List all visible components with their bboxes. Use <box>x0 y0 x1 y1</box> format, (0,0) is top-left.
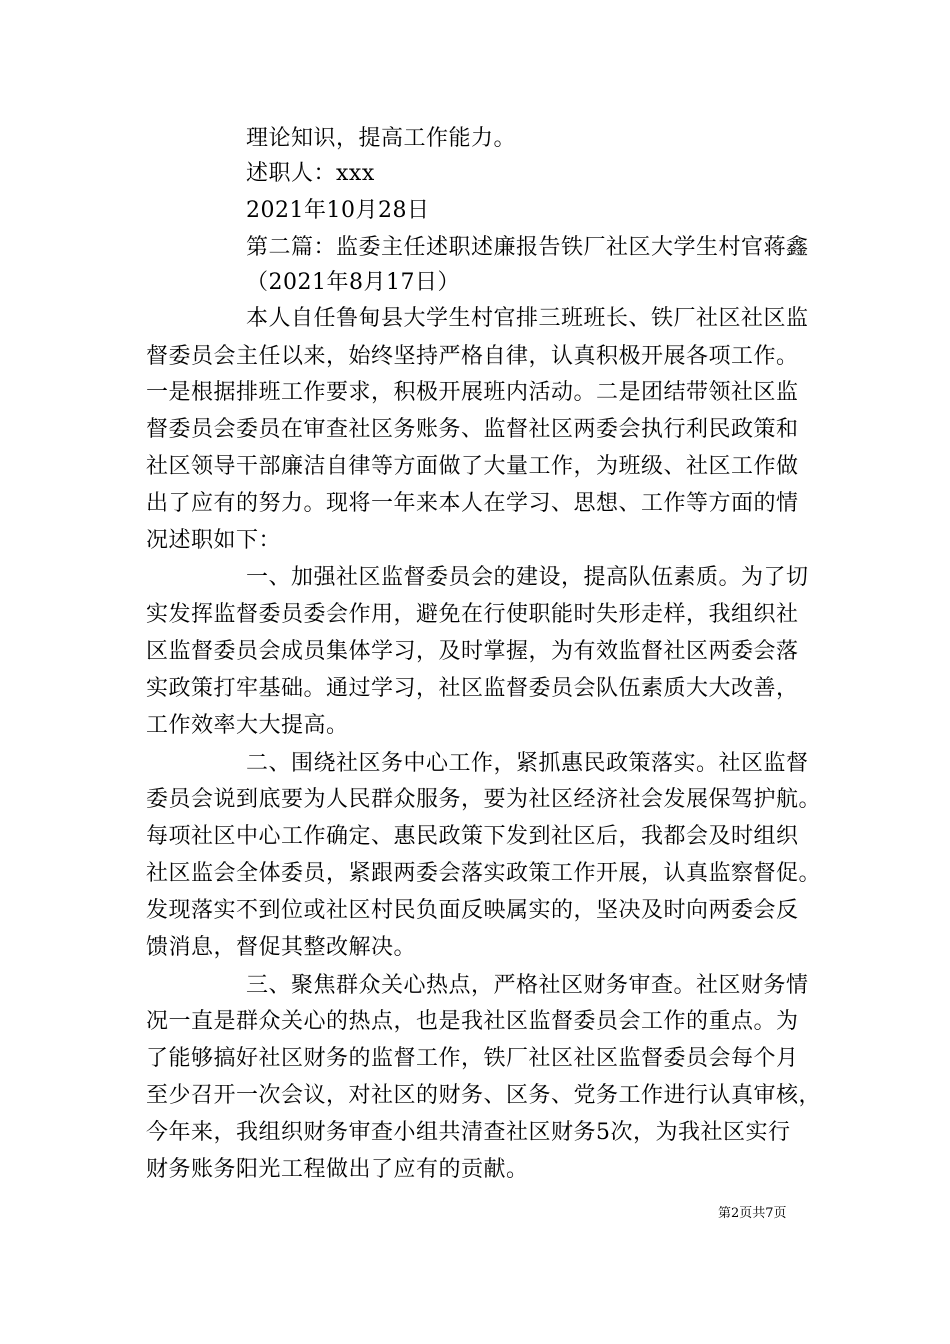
paragraph-line: 至少召开一次会议，对社区的财务、区务、党务工作进行认真审核， <box>146 1083 822 1108</box>
section-heading: 第二篇：监委主任述职述廉报告铁厂社区大学生村官蒋鑫 <box>246 235 809 260</box>
paragraph-line: 三、聚焦群众关心热点，严格社区财务审查。社区财务情 <box>246 973 809 998</box>
paragraph-line: 社区监会全体委员，紧跟两委会落实政策工作开展，认真监察督促。 <box>146 861 822 886</box>
paragraph-line: 一是根据排班工作要求，积极开展班内活动。二是团结带领社区监 <box>146 380 799 405</box>
paragraph-line: 了能够搞好社区财务的监督工作，铁厂社区社区监督委员会每个月 <box>146 1046 799 1071</box>
paragraph-line: 督委员会委员在审查社区务账务、监督社区两委会执行利民政策和 <box>146 417 799 442</box>
paragraph-line: 一、加强社区监督委员会的建设，提高队伍素质。为了切 <box>246 565 809 590</box>
paragraph-line: 况述职如下： <box>146 528 282 553</box>
paragraph-line: 社区领导干部廉洁自律等方面做了大量工作，为班级、社区工作做 <box>146 454 799 479</box>
paragraph-line: 每项社区中心工作确定、惠民政策下发到社区后，我都会及时组织 <box>146 824 799 849</box>
paragraph-line: 二、围绕社区务中心工作，紧抓惠民政策落实。社区监督 <box>246 751 809 776</box>
paragraph-line: 实政策打牢基础。通过学习，社区监督委员会队伍素质大大改善， <box>146 676 799 701</box>
paragraph-line: 馈消息，督促其整改解决。 <box>146 935 417 960</box>
text-line: 理论知识，提高工作能力。 <box>246 126 517 151</box>
paragraph-line: 实发挥监督委员委会作用，避免在行使职能时失形走样，我组织社 <box>146 602 799 627</box>
paragraph-line: 发现落实不到位或社区村民负面反映属实的，坚决及时向两委会反 <box>146 898 799 923</box>
paragraph-line: 今年来，我组织财务审查小组共清查社区财务5次，为我社区实行 <box>146 1120 791 1145</box>
paragraph-line: 督委员会主任以来，始终坚持严格自律，认真积极开展各项工作。 <box>146 344 799 369</box>
paragraph-line: 区监督委员会成员集体学习，及时掌握，为有效监督社区两委会落 <box>146 639 799 664</box>
paragraph-line: 财务账务阳光工程做出了应有的贡献。 <box>146 1157 529 1182</box>
text-line: 述职人：xxx <box>246 161 375 186</box>
section-date: （2021年8月17日） <box>246 270 460 295</box>
paragraph-line: 况一直是群众关心的热点，也是我社区监督委员会工作的重点。为 <box>146 1009 799 1034</box>
paragraph-line: 工作效率大大提高。 <box>146 713 349 738</box>
text-line: 2021年10月28日 <box>246 198 430 223</box>
paragraph-line: 出了应有的努力。现将一年来本人在学习、思想、工作等方面的情 <box>146 491 799 516</box>
page-number-footer: 第2页共7页 <box>718 1206 787 1221</box>
paragraph-line: 委员会说到底要为人民群众服务，要为社区经济社会发展保驾护航。 <box>146 787 822 812</box>
paragraph-line: 本人自任鲁甸县大学生村官排三班班长、铁厂社区社区监 <box>246 306 809 331</box>
